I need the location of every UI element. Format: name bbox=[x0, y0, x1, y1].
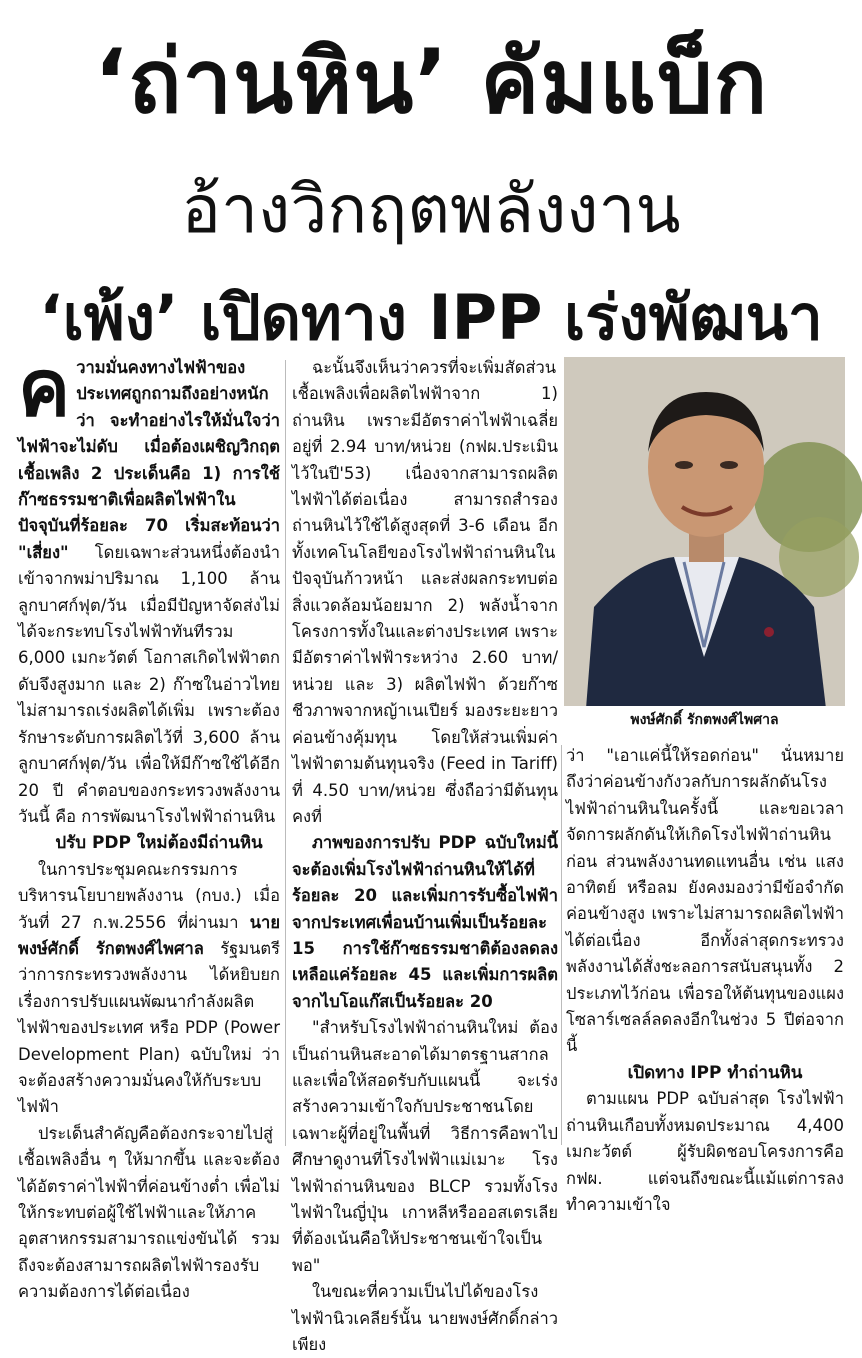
subhead-ipp: เปิดทาง IPP ทำถ่านหิน bbox=[627, 1062, 803, 1083]
paragraph: ประเด็นสำคัญคือต้องกระจายไปสู่เชื้อเพลิงอื่น ๆ ให้มากขึ้น และจะต้องได้อัตราค่าไฟฟ้าที่ค่อนข้างต่ำ เพื่อไม่ให้กระทบต่อผู้ใช้ไฟฟ้าและให้ภาคอุตสาหกรรมสามารถแข่งขันได้ รวมถึงจะต้องสามารถผลิตไฟฟ้ารองรับความต้องการได้ต่อเนื่อง bbox=[18, 1123, 280, 1302]
paragraph-text: ในการประชุมคณะกรรมการบริหารนโยบายพลังงาน (กบง.) เมื่อวันที่ 27 ก.พ.2556 ที่ผ่านมา bbox=[18, 859, 280, 932]
column-divider bbox=[561, 745, 562, 1145]
paragraph: ว่า "เอาแค่นี้ให้รอดก่อน" นั่นหมายถึงว่าค่อนข้างกังวลกับการผลักดันโรงไฟฟ้าถ่านหินในครั้งนี้ และขอเวลาจัดการผลักดันให้เกิดโรงไฟฟ้าถ่านหินก่อน ส่วนพลังงานทดแทนอื่น เช่น แสงอาทิตย์ หรือลม ยังคงมองว่ามีข้อจำกัดค่อนข้างสูง เพราะไม่สามารถผลิตไฟฟ้าได้ต่อเนื่อง อีกทั้งล่าสุดกระทรวงพลังงานได้สั่งชะลอการสนับสนุนทั้ง 2 ประเภทไว้ก่อน เพื่อรอให้ต้นทุนของแผงโซลาร์เซลล์ลดลงอีกในช่วง 5 ปีต่อจากนี้ bbox=[566, 746, 844, 1056]
lead-text-start: วามมั่นคงทางไฟฟ้าของประเทศถูกถามถึงอย่างหนักว่า จะทำอย่างไรให้มั่นใจว่าไฟฟ้าจะไม่ดับ เมื่อต้องเผชิญวิกฤตเชื้อเพลิง 2 ประเด็นคือ 1) การใช้ก๊าซธรรมชาติเพื่อผลิตไฟฟ้าในปัจจุบันที่ร้อยละ 70 เริ่มสะท้อนว่า bbox=[18, 358, 280, 536]
highlight-paragraph: ภาพของการปรับ PDP ฉบับใหม่นี้จะต้องเพิ่มโรงไฟฟ้าถ่านหินให้ได้ที่ร้อยละ 20 และเพิ่มการรับซื้อไฟฟ้าจากประเทศเพื่อนบ้านเพิ่มเป็นร้อยละ 15 การใช้ก๊าซธรรมชาติต้องลดลงเหลือแค่ร้อยละ 45 และเพิ่มการผลิตจากไบโอแก๊สเป็นร้อยละ 20 bbox=[292, 833, 558, 1011]
portrait-photo bbox=[564, 357, 845, 734]
headline-line-3-rest: เปิดทาง IPP เร่งพัฒนา bbox=[178, 281, 823, 354]
paragraph: ฉะนั้นจึงเห็นว่าควรที่จะเพิ่มสัดส่วนเชื้อเพลิงเพื่อผลิตไฟฟ้าจาก 1) ถ่านหิน เพราะมีอัตราค่าไฟฟ้าเฉลี่ยอยู่ที่ 2.94 บาท/หน่วย (กฟผ.ประเมินไว้ในปี'53) เนื่องจากสามารถผลิตไฟฟ้าได้ต่อเนื่อง สามารถสำรองถ่านหินไว้ใช้ได้สูงสุดที่ 3-6 เดือน อีกทั้งเทคโนโลยีของโรงไฟฟ้าถ่านหินในปัจจุบันก้าวหน้า และส่งผลกระทบต่อสิ่งแวดล้อมน้อยมาก 2) พลังน้ำจากโครงการทั้งในและต่างประเทศ เพราะมีอัตราค่าไฟฟ้าระหว่าง 2.60 บาท/หน่วย และ 3) ผลิตไฟฟ้า ด้วยก๊าซชีวภาพจากหญ้าเนเปียร์ มองระยะยาวค่อนข้างคุ้มทุน โดยให้ส่วนเพิ่มค่าไฟฟ้าตามต้นทุนจริง (Feed in Tariff) ที่ 4.50 บาท/หน่วย ซึ่งถือว่ามีต้นทุนคงที่ bbox=[292, 358, 558, 826]
article-column-2 bbox=[292, 355, 558, 1355]
article-column-1 bbox=[18, 343, 280, 1302]
drop-cap: ค bbox=[18, 343, 71, 434]
headline-name-bold: ‘เพ้ง’ bbox=[39, 281, 179, 354]
subhead-pdp: ปรับ PDP ใหม่ต้องมีถ่านหิน bbox=[55, 833, 263, 854]
paragraph bbox=[18, 857, 280, 1121]
headline-line-3 bbox=[0, 268, 862, 368]
portrait-illustration bbox=[564, 357, 845, 734]
minister-name: นายพงษ์ศักดิ์ รักตพงศ์ไพศาล bbox=[18, 912, 280, 958]
headline-line-1: ‘ถ่านหิน’ คัมแบ็ก bbox=[93, 30, 769, 133]
headline-line-2: อ้างวิกฤตพลังงาน bbox=[181, 171, 681, 248]
photo-caption: พงษ์ศักดิ์ รักตพงศ์ไพศาล bbox=[564, 706, 845, 734]
quote-paragraph: "สำหรับโรงไฟฟ้าถ่านหินใหม่ ต้องเป็นถ่านหินสะอาดได้มาตรฐานสากล และเพื่อให้สอดรับกับแผนนี้ จะเร่งสร้างความเข้าใจกับประชาชนโดยเฉพาะผู้ที่อยู่ในพื้นที่ วิธีการคือพาไปศึกษาดูงานที่โรงไฟฟ้าแม่เมาะ โรงไฟฟ้าถ่านหินของ BLCP รวมทั้งโรงไฟฟ้าในญี่ปุ่น เกาหลีหรือออสเตรเลีย ที่ต้องเน้นคือให้ประชาชนเข้าใจเป็นพอ" bbox=[292, 1018, 558, 1275]
lead-text-rest: โดยเฉพาะส่วนหนึ่งต้องนำเข้าจากพม่าปริมาณ 1,100 ล้านลูกบาศก์ฟุต/วัน เมื่อมีปัญหาจัดส่งไม่ได้จะกระทบโรงไฟฟ้าทันทีรวม 6,000 เมกะวัตต์ โอกาสเกิดไฟฟ้าตกดับจึงสูงมาก และ 2) ก๊าซในอ่าวไทยไม่สามารถเร่งผลิตได้เพิ่ม เพราะต้องรักษาระดับการผลิตไว้ที่ 3,600 ล้านลูกบาศก์ฟุต/วัน เพื่อให้มีก๊าซใช้ได้อีก 20 ปี คำตอบของกระทรวงพลังงานวันนี้ คือ การพัฒนาโรงไฟฟ้าถ่านหิน bbox=[18, 542, 280, 826]
column-divider bbox=[285, 360, 286, 1146]
paragraph-text: รัฐมนตรีว่าการกระทรวงพลังงาน ได้หยิบยกเรื่องการปรับแผนพัฒนากำลังผลิตไฟฟ้าของประเทศ หรือ PDP (Power Development Plan) ฉบับใหม่ ว่าจะต้องสร้างความมั่นคงให้กับระบบไฟฟ้า bbox=[18, 938, 280, 1117]
paragraph: ตามแผน PDP ฉบับล่าสุด โรงไฟฟ้าถ่านหินเกือบทั้งหมดประมาณ 4,400 เมกะวัตต์ ผู้รับผิดชอบโครงการคือ กฟผ. แต่จนถึงขณะนี้แม้แต่การลงทำความเข้าใจ bbox=[566, 1089, 844, 1214]
lead-paragraph bbox=[18, 343, 280, 830]
lead-quote: "เสี่ยง" bbox=[18, 542, 69, 562]
article-column-3 bbox=[566, 743, 844, 1214]
paragraph: ในขณะที่ความเป็นไปได้ของโรงไฟฟ้านิวเคลียร์นั้น นายพงษ์ศักดิ์กล่าวเพียง bbox=[292, 1282, 558, 1355]
